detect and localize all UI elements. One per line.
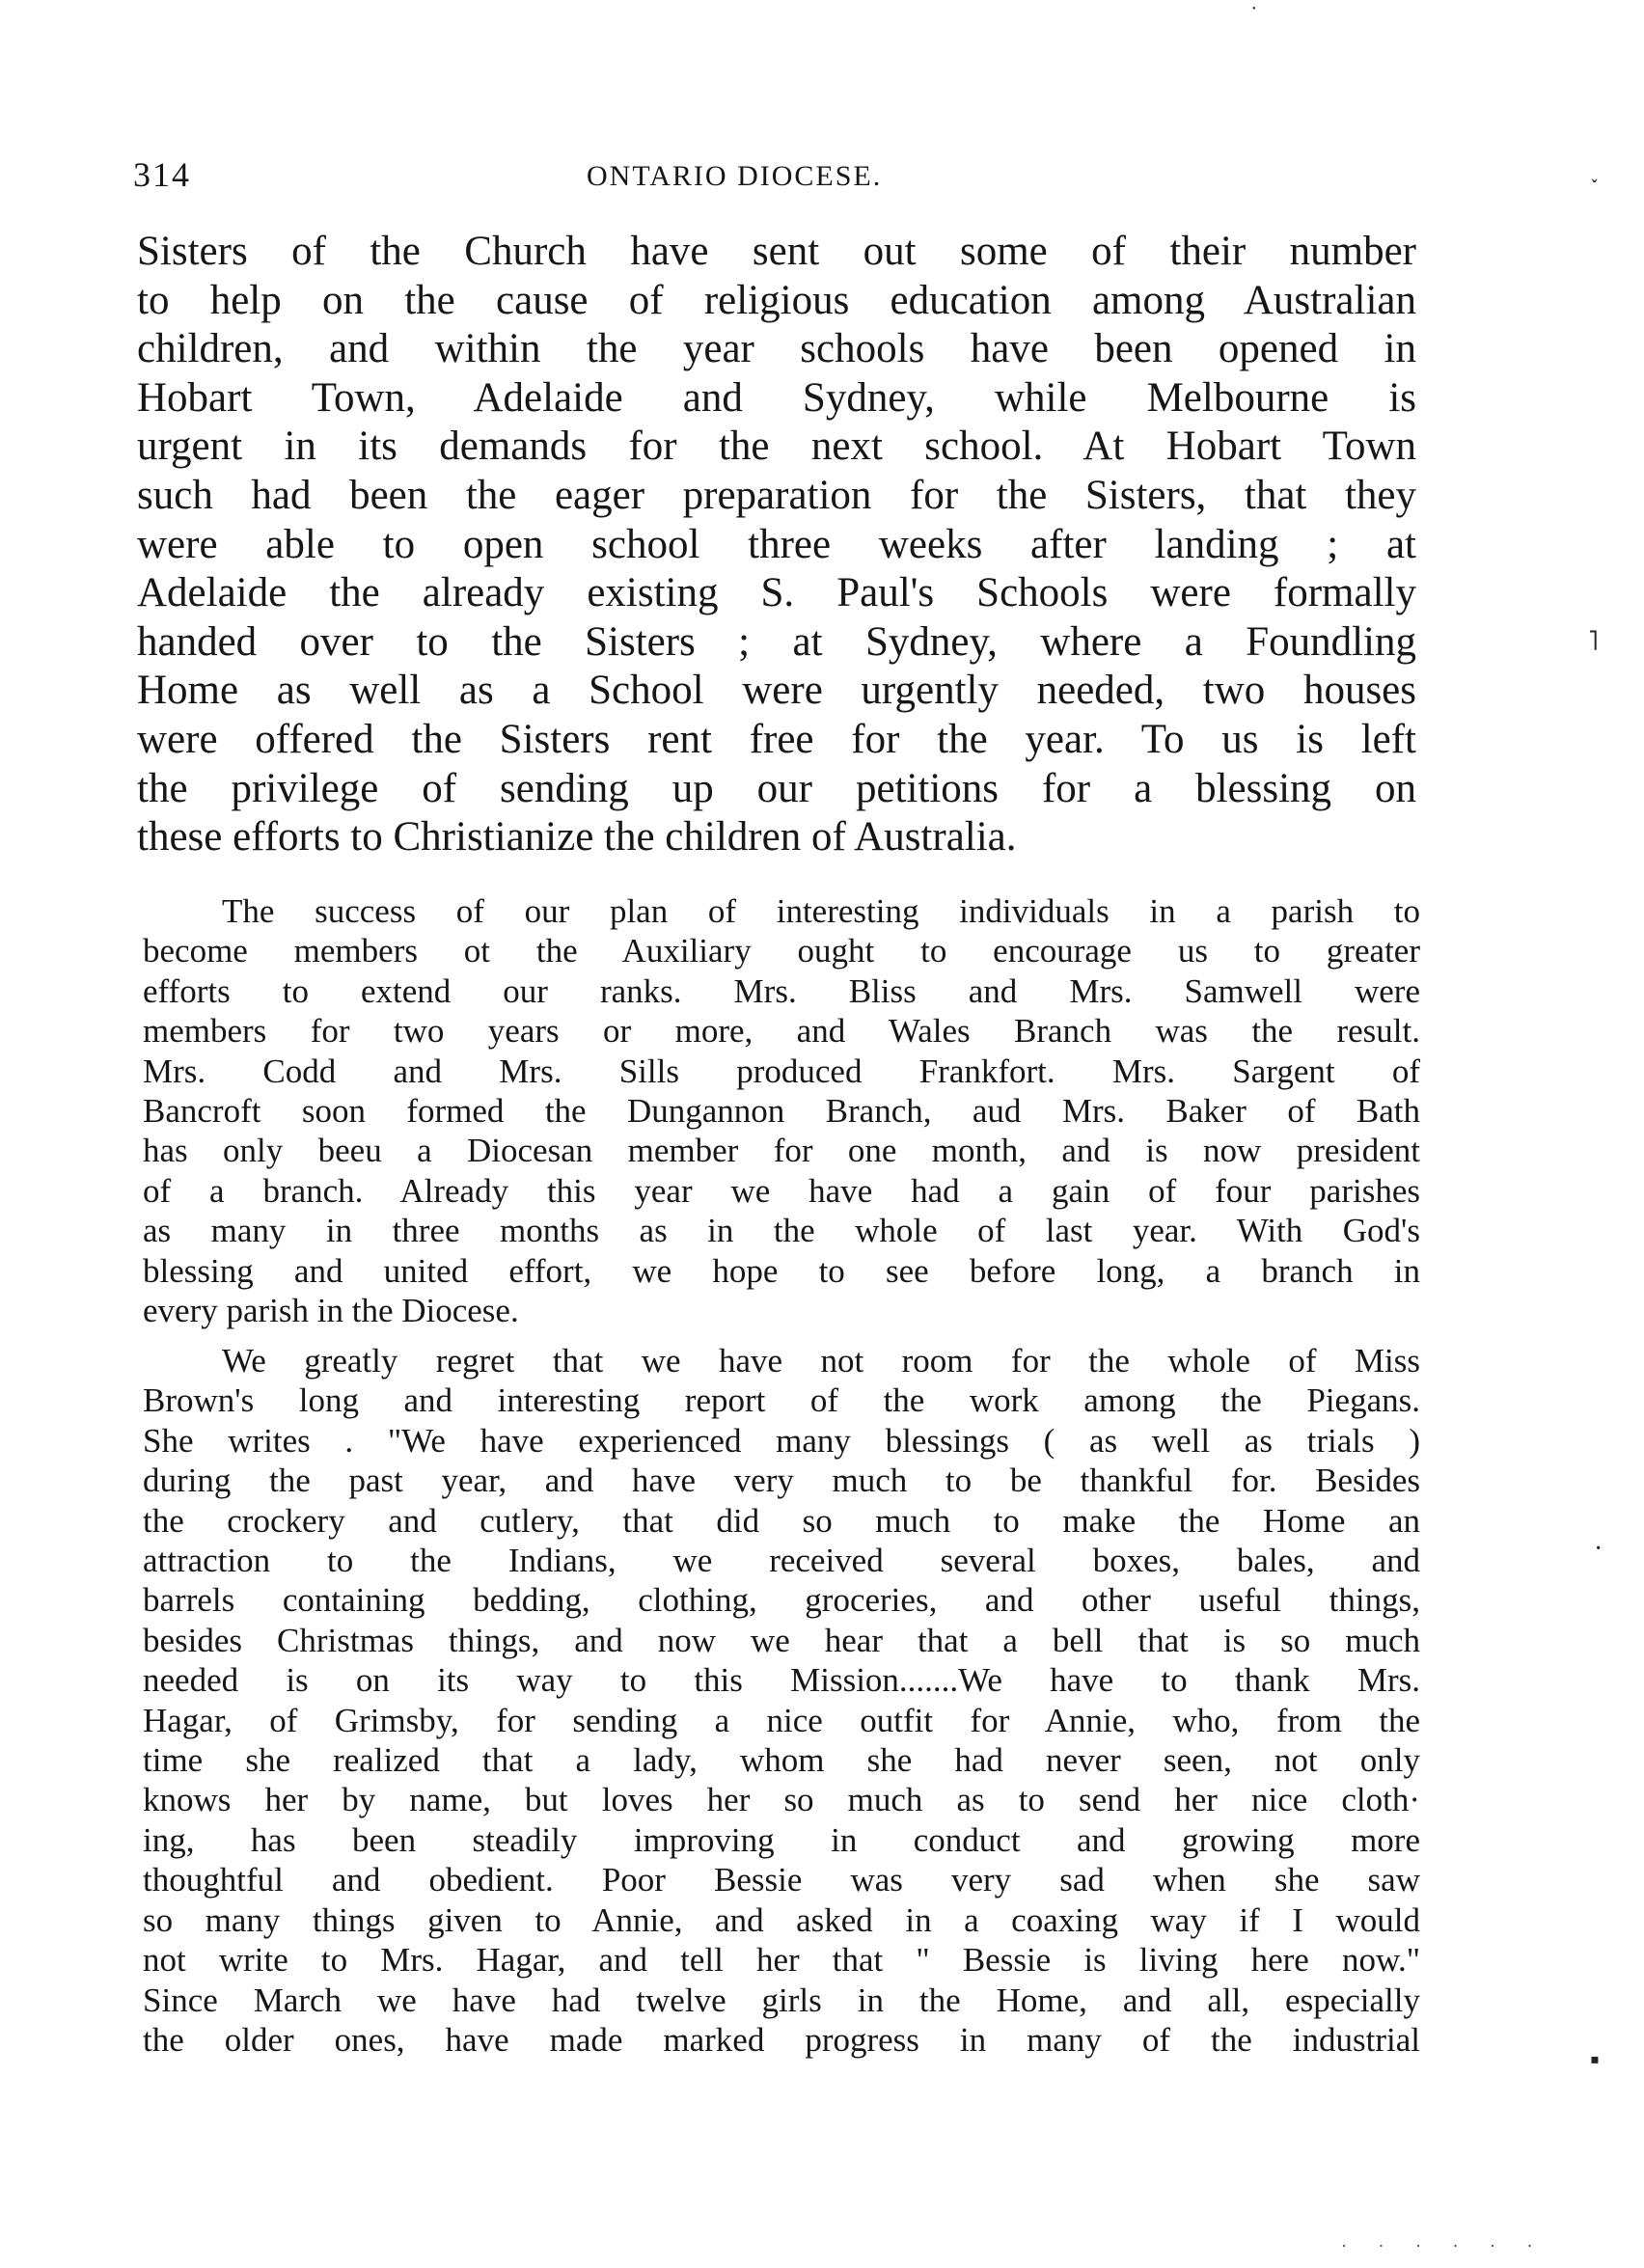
text-line: not write to Mrs. Hagar, and tell her that " Bessie is living here now." xyxy=(143,1941,1420,1980)
page-number: 314 xyxy=(133,155,191,194)
paragraph-australia-schools xyxy=(137,228,1416,862)
text-line: She writes . "We have experienced many blessings ( as well as trials ) xyxy=(143,1421,1420,1460)
text-line: Home as well as a School were urgently needed, two houses xyxy=(137,668,1416,714)
scan-mark: ˥ xyxy=(1588,627,1599,657)
text-line: Bancroft soon formed the Dungannon Branch, aud Mrs. Baker of Bath xyxy=(143,1092,1420,1131)
text-line: needed is on its way to this Mission.......We have to thank Mrs. xyxy=(143,1661,1420,1700)
text-line: the privilege of sending up our petitions for a blessing on xyxy=(137,765,1416,811)
text-line: Since March we have had twelve girls in the Home, and all, especially xyxy=(143,1981,1420,2019)
text-line: Mrs. Codd and Mrs. Sills produced Frankfort. Mrs. Sargent of xyxy=(143,1052,1420,1090)
text-line: blessing and united effort, we hope to see before long, a branch in xyxy=(143,1251,1420,1290)
page-header xyxy=(133,154,1426,203)
text-line: to help on the cause of religious education among Australian xyxy=(137,277,1416,323)
scan-mark: · xyxy=(1594,1534,1603,1564)
text-line: members for two years or more, and Wales Branch was the result. xyxy=(143,1012,1420,1051)
text-line: thoughtful and obedient. Poor Bessie was very sad when she saw xyxy=(143,1861,1420,1899)
paragraph-auxiliary-branches xyxy=(143,891,1420,1330)
text-line: The success of our plan of interesting individuals in a parish to xyxy=(222,892,1420,930)
text-line: as many in three months as in the whole of last year. With God's xyxy=(143,1212,1420,1250)
scan-speck: • xyxy=(1252,4,1256,14)
scan-mark: ▪ xyxy=(1590,2045,1600,2075)
text-line: the crockery and cutlery, that did so much to make the Home an xyxy=(143,1501,1420,1540)
text-line: Adelaide the already existing S. Paul's Schools were formally xyxy=(137,570,1416,616)
text-line: barrels containing bedding, clothing, groceries, and other useful things, xyxy=(143,1581,1420,1620)
text-line: We greatly regret that we have not room for the whole of Miss xyxy=(222,1342,1420,1380)
text-line: such had been the eager preparation for the Sisters, that they xyxy=(137,472,1416,518)
text-line: Hobart Town, Adelaide and Sydney, while Melbourne is xyxy=(137,374,1416,421)
text-line: these efforts to Christianize the children of Australia. xyxy=(137,814,1017,861)
text-line: besides Christmas things, and now we hear that a bell that is so much xyxy=(143,1621,1420,1659)
text-line: the older ones, have made marked progress in many of the industrial xyxy=(143,2020,1420,2059)
text-line: ing, has been steadily improving in conduct and growing more xyxy=(143,1820,1420,1859)
text-line: during the past year, and have very much to be thankful for. Besides xyxy=(143,1462,1420,1500)
text-line: handed over to the Sisters ; at Sydney, where a Foundling xyxy=(137,618,1416,665)
text-line: become members ot the Auxiliary ought to encourage us to greater xyxy=(143,932,1420,970)
text-line: Brown's long and interesting report of the work among the Piegans. xyxy=(143,1381,1420,1420)
scan-dots: · · · · · · xyxy=(1341,2236,1547,2255)
text-line: urgent in its demands for the next school. At Hobart Town xyxy=(137,424,1416,470)
text-line: of a branch. Already this year we have had a gain of four parishes xyxy=(143,1171,1420,1210)
text-line: so many things given to Annie, and asked in a coaxing way if I would xyxy=(143,1900,1420,1939)
text-line: were offered the Sisters rent free for the year. To us is left xyxy=(137,716,1416,762)
scan-mark: ˯ xyxy=(1590,154,1600,184)
text-line: Sisters of the Church have sent out some of their number xyxy=(137,229,1416,274)
text-line: attraction to the Indians, we received several boxes, bales, and xyxy=(143,1542,1420,1580)
text-line: were able to open school three weeks after landing ; at xyxy=(137,521,1416,567)
paragraph-piegan-mission xyxy=(143,1341,1420,2060)
running-head: ONTARIO DIOCESE. xyxy=(587,160,883,192)
text-line: time she realized that a lady, whom she had never seen, not only xyxy=(143,1741,1420,1780)
text-line: Hagar, of Grimsby, for sending a nice outfit for Annie, who, from the xyxy=(143,1701,1420,1739)
text-line: every parish in the Diocese. xyxy=(143,1292,519,1330)
text-line: children, and within the year schools have been opened in xyxy=(137,326,1416,372)
text-line: knows her by name, but loves her so much as to send her nice cloth· xyxy=(143,1781,1420,1819)
text-line: has only beeu a Diocesan member for one month, and is now president xyxy=(143,1132,1420,1170)
text-line: efforts to extend our ranks. Mrs. Bliss and Mrs. Samwell were xyxy=(143,971,1420,1010)
